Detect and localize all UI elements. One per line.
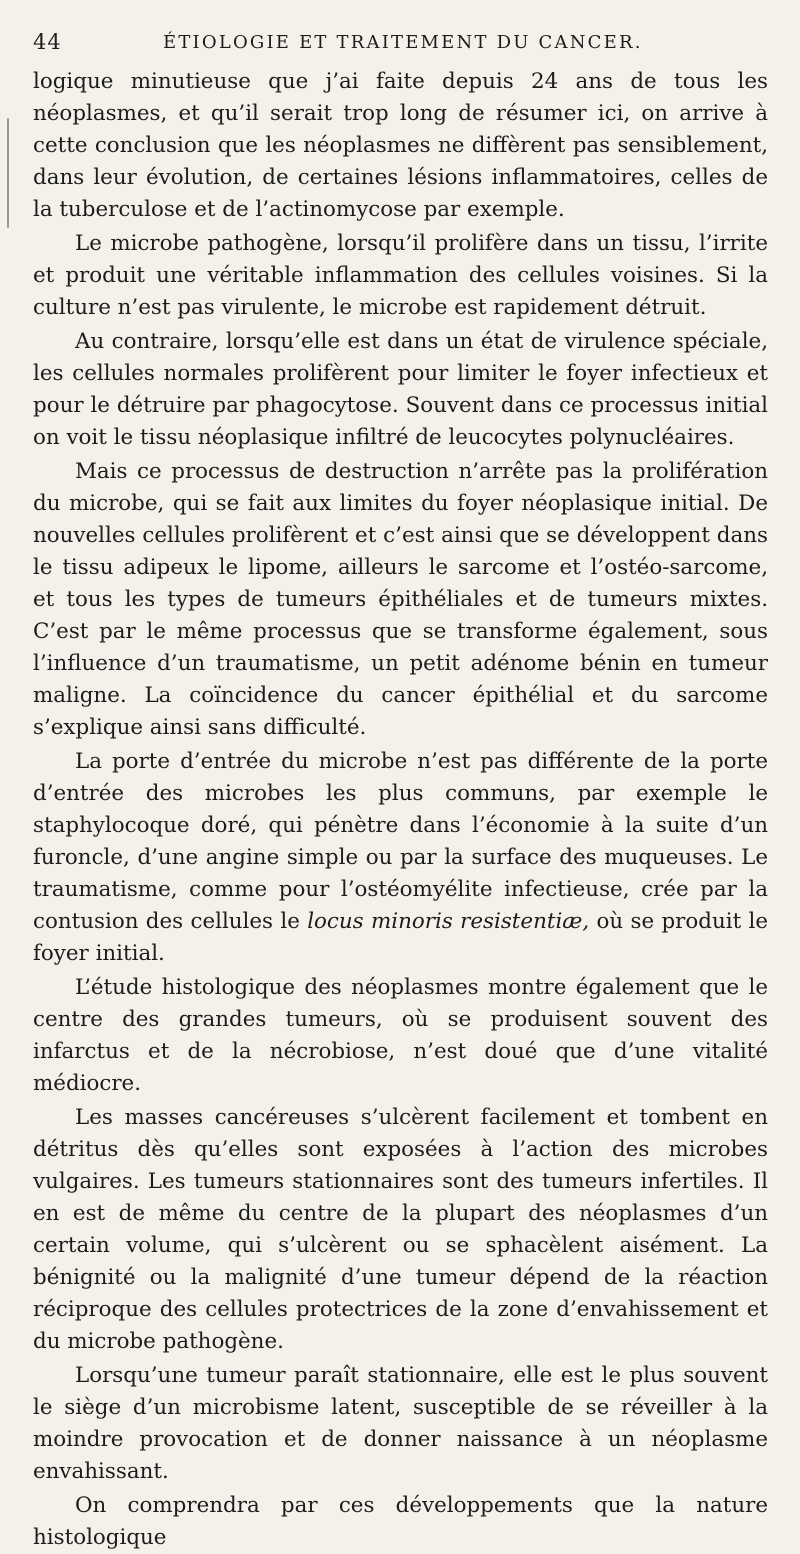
paragraph-1: logique minutieuse que j’ai faite depuis 24 ans de tous les néoplasmes, et qu’il serait trop long de résumer ici, on arrive à cette conclusion que les néoplasmes ne diffèrent pas sensiblement, dans leur évolution, de certaines lésions inflammatoires, celles de la tuberculose et de l’actinomycose par exemple. (33, 69, 768, 222)
paragraph-7: Les masses cancéreuses s’ulcèrent facilement et tombent en détritus dès qu’elles sont exposées à l’action des microbes vulgaires. Les tumeurs stationnaires sont des tumeurs infertiles. Il en est de même du centre de la plupart des néoplasmes d’un certain volume, qui s’ulcèrent ou se sphacèlent aisément. La bénignité ou la malignité d’une tumeur dépend de la réaction réciproque des cellules protectrices de la zone d’envahissement et du microbe pathogène. (33, 1105, 768, 1354)
page-number: 44 (33, 30, 62, 54)
paragraph-2: Le microbe pathogène, lorsqu’il prolifère dans un tissu, l’irrite et produit une véritable inflammation des cellules voisines. Si la culture n’est pas virulente, le microbe est rapidement détruit. (33, 231, 768, 320)
paragraph-8: Lorsqu’une tumeur paraît stationnaire, elle est le plus souvent le siège d’un microbisme latent, susceptible de se réveiller à la moindre provocation et de donner naissance à un néoplasme envahissant. (33, 1363, 768, 1484)
running-head (33, 0, 768, 66)
running-title: ÉTIOLOGIE ET TRAITEMENT DU CANCER. (163, 32, 643, 53)
paragraph-4: Mais ce processus de destruction n’arrête pas la prolifération du microbe, qui se fait aux limites du foyer néoplasique initial. De nouvelles cellules prolifèrent et c’est ainsi que se développent dans le tissu adipeux le lipome, ailleurs le sarcome et l’ostéo-sarcome, et tous les types de tumeurs épithéliales et de tumeurs mixtes. C’est par le même processus que se transforme également, sous l’influence d’un traumatisme, un petit adénome bénin en tumeur maligne. La coïncidence du cancer épithélial et du sarcome s’explique ainsi sans difficulté. (33, 459, 768, 740)
margin-bracket (7, 118, 9, 228)
paragraph-9: On comprendra par ces développements que la nature histologique (33, 1493, 768, 1550)
paragraph-5-text: La porte d’entrée du microbe n’est pas différente de la porte d’entrée des microbes les plus communs, par exemple le staphylocoque doré, qui pénètre dans l’économie à la suite d’un furoncle, d’une angine simple ou par la surface des muqueuses. Le traumatisme, comme pour l’ostéomyélite infectieuse, crée par la contusion des cellules le (33, 749, 768, 934)
paragraph-3: Au contraire, lorsqu’elle est dans un état de virulence spéciale, les cellules normales prolifèrent pour limiter le foyer infectieux et pour le détruire par phagocytose. Souvent dans ce processus initial on voit le tissu néoplasique infiltré de leucocytes polynucléaires. (33, 329, 768, 450)
paragraph-5-end: où se produit le foyer initial. (33, 909, 768, 966)
body-text (33, 66, 768, 1554)
paragraph-6: L’étude histologique des néoplasmes montre également que le centre des grandes tumeurs, où se produisent souvent des infarctus et de la nécrobiose, n’est doué que d’une vitalité médiocre. (33, 975, 768, 1096)
latin-phrase: locus minoris resistentiæ, (307, 909, 590, 934)
paragraph-5 (33, 746, 768, 970)
